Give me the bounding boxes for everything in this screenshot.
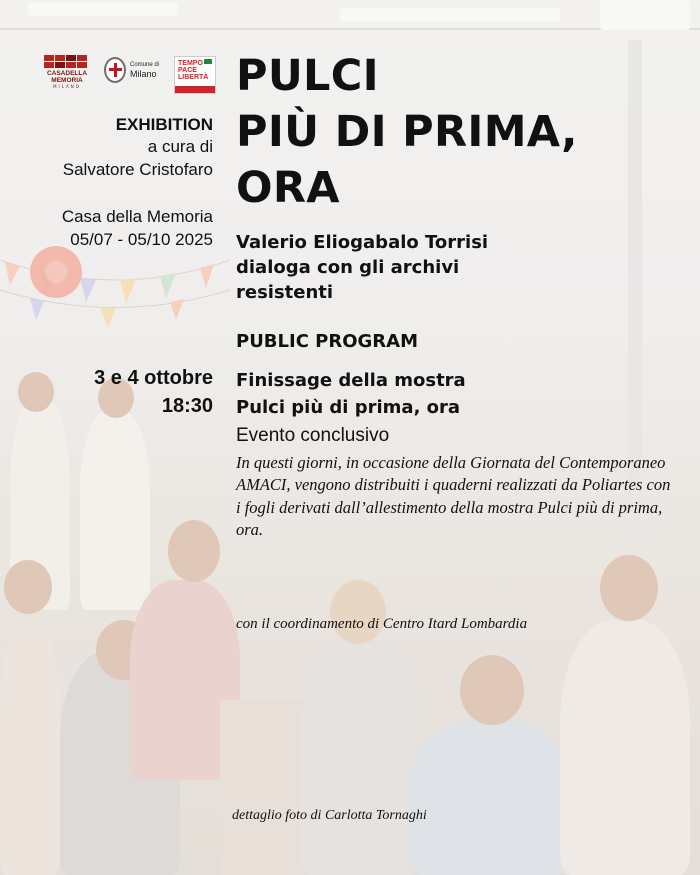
photo-credit: dettaglio foto di Carlotta Tornaghi [232, 808, 427, 823]
venue-name: Casa della Memoria [61, 207, 213, 226]
artist-statement: Valerio Eliogabalo Torrisi dialoga con gli archivi resistenti [236, 232, 489, 303]
exhibition-dates: 05/07 - 05/10 2025 [70, 230, 213, 249]
event-description: In questi giorni, in occasione della Giornata del Contemporaneo AMACI, vengono distribuiti i quaderni realizzati da Poliartes con i fogli derivati dall’allestimento della mostra Pulci più di prima, ora. [236, 453, 671, 539]
program-time: 18:30 [161, 395, 213, 417]
milano-crest-icon [104, 57, 126, 83]
curated-by-label: a cura di [147, 137, 213, 156]
event-title: Finissage della mostra Pulci più di prima, ora [236, 370, 466, 418]
curator-name: Salvatore Cristofaro [62, 160, 213, 179]
program-date: 3 e 4 ottobre [94, 367, 213, 389]
exhibition-title: PULCI PIÙ DI PRIMA, ORA [236, 51, 578, 213]
public-program-heading: PUBLIC PROGRAM [236, 331, 419, 352]
comune-di-milano-logo: Comune di Milano [104, 57, 159, 83]
exhibition-label: EXHIBITION [115, 115, 213, 134]
coordination-note: con il coordinamento di Centro Itard Lombardia [236, 616, 528, 632]
casa-della-memoria-logo: CASADELLA MEMORIA MILANO [44, 55, 90, 89]
tempo-pace-liberta-logo: TEMPO PACE LIBERTÀ [174, 56, 216, 94]
event-subtitle: Evento conclusivo [236, 425, 390, 446]
